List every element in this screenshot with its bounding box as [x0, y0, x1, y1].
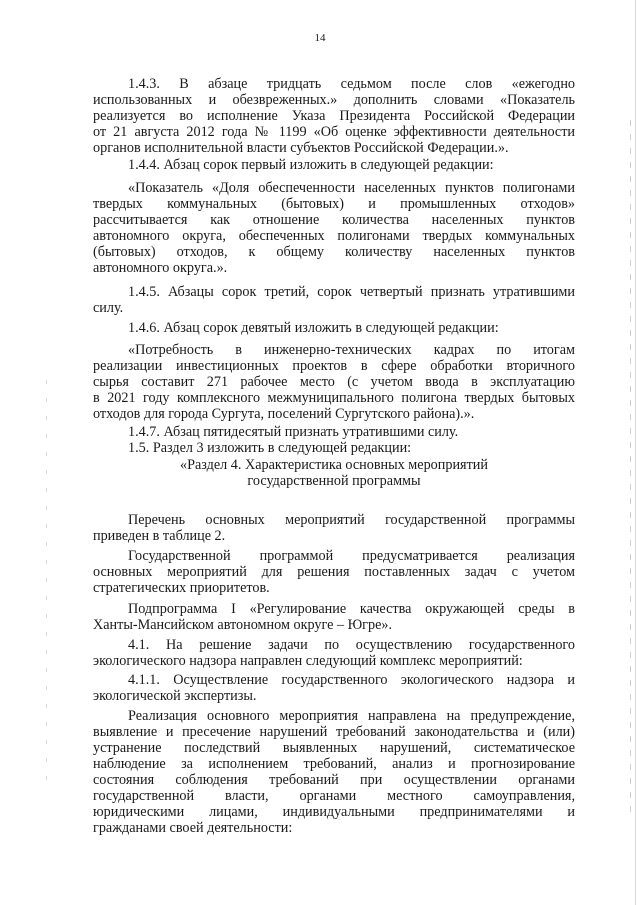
text-block [93, 637, 575, 669]
text-line: использованных и обезвреженных.» дополнить словами «Показатель [93, 92, 575, 108]
text-line: 1.4.7. Абзац пятидесятый признать утратившими силу. [128, 424, 459, 440]
text-line: наблюдение за исполнением требований, анализ и прогнозирование [93, 756, 575, 772]
text-line: отходов для города Сургута, поселений Сургутского района).». [93, 406, 475, 422]
text-block [93, 601, 575, 633]
text-line: юридическими лицами, индивидуальными предпринимателями и [93, 804, 575, 820]
section-heading [93, 457, 575, 489]
text-line: органов исполнительной власти субъектов Российской Федерации.». [93, 140, 509, 156]
text-block [93, 548, 575, 596]
text-block [93, 512, 575, 544]
section-heading-line2: государственной программы [247, 473, 421, 489]
text-line: в 2021 году комплексного межмуниципального полигона твердых бытовых [93, 390, 575, 406]
text-line: реализации инвестиционных проектов в сфере обработки вторичного [93, 358, 575, 374]
text-block [93, 342, 575, 422]
text-block [93, 157, 575, 173]
page-number: 14 [314, 32, 326, 44]
text-block [93, 440, 575, 456]
text-line: Подпрограмма I «Регулирование качества окружающей среды в [128, 601, 575, 617]
text-line: приведен в таблице 2. [93, 528, 226, 544]
text-line: 1.5. Раздел 3 изложить в следующей редакции: [128, 440, 412, 456]
scan-edge-marks [630, 120, 631, 820]
text-line: гражданами своей деятельности: [93, 820, 293, 836]
text-line: (бытовых) отходов, к общему количеству населенных пунктов [93, 244, 575, 260]
text-line: выявление и пресечение нарушений требований законодательства и (или) [93, 724, 575, 740]
text-line: автономного округа, обеспеченных полигонами твердых коммунальных [93, 228, 575, 244]
text-block [93, 320, 575, 336]
text-line: устранение последствий выявленных нарушений, систематическое [93, 740, 575, 756]
text-line: реализуется во исполнение Указа Президента Российской Федерации [93, 108, 575, 124]
text-line: 1.4.3. В абзаце тридцать седьмом после слов «ежегодно [128, 76, 575, 92]
scan-edge-marks-left [46, 380, 47, 780]
text-line: рассчитывается как отношение количества населенных пунктов [93, 212, 575, 228]
text-line: Государственной программой предусматривается реализация [128, 548, 575, 564]
section-heading-line1: «Раздел 4. Характеристика основных мероприятий [180, 457, 488, 473]
text-line: от 21 августа 2012 года № 1199 «Об оценке эффективности деятельности [93, 124, 575, 140]
text-line: твердых коммунальных (бытовых) и промышленных отходов» [93, 196, 575, 212]
text-line: государственной власти, органами местного самоуправления, [93, 788, 575, 804]
text-line: автономного округа.». [93, 260, 228, 276]
text-line: основных мероприятий для решения поставленных задач с учетом [93, 564, 575, 580]
text-line: Перечень основных мероприятий государственной программы [128, 512, 575, 528]
text-line: экологической экспертизы. [93, 688, 257, 704]
text-block [93, 76, 575, 156]
text-line: «Показатель «Доля обеспеченности населенных пунктов полигонами [128, 180, 575, 196]
text-line: 1.4.6. Абзац сорок девятый изложить в следующей редакции: [128, 320, 499, 336]
text-line: 1.4.5. Абзацы сорок третий, сорок четвертый признать утратившими [128, 284, 575, 300]
text-block [93, 672, 575, 704]
text-line: сырья составит 271 рабочее место (с учетом ввода в эксплуатацию [93, 374, 575, 390]
text-line: 4.1.1. Осуществление государственного экологического надзора и [128, 672, 575, 688]
text-line: Реализация основного мероприятия направлена на предупреждение, [128, 708, 575, 724]
text-line: силу. [93, 300, 124, 316]
text-line: состояния соблюдения требований при осуществлении органами [93, 772, 575, 788]
scan-edge-shadow [635, 0, 636, 905]
text-line: «Потребность в инженерно-технических кадрах по итогам [128, 342, 575, 358]
text-block [93, 424, 575, 440]
text-block [93, 284, 575, 316]
text-line: экологического надзора направлен следующий комплекс мероприятий: [93, 653, 523, 669]
text-block [93, 180, 575, 276]
text-line: 4.1. На решение задачи по осуществлению государственного [128, 637, 575, 653]
text-line: стратегических приоритетов. [93, 580, 270, 596]
text-line: Ханты-Мансийском автономном округе – Югре». [93, 617, 393, 633]
text-line: 1.4.4. Абзац сорок первый изложить в следующей редакции: [128, 157, 494, 173]
text-block [93, 708, 575, 836]
